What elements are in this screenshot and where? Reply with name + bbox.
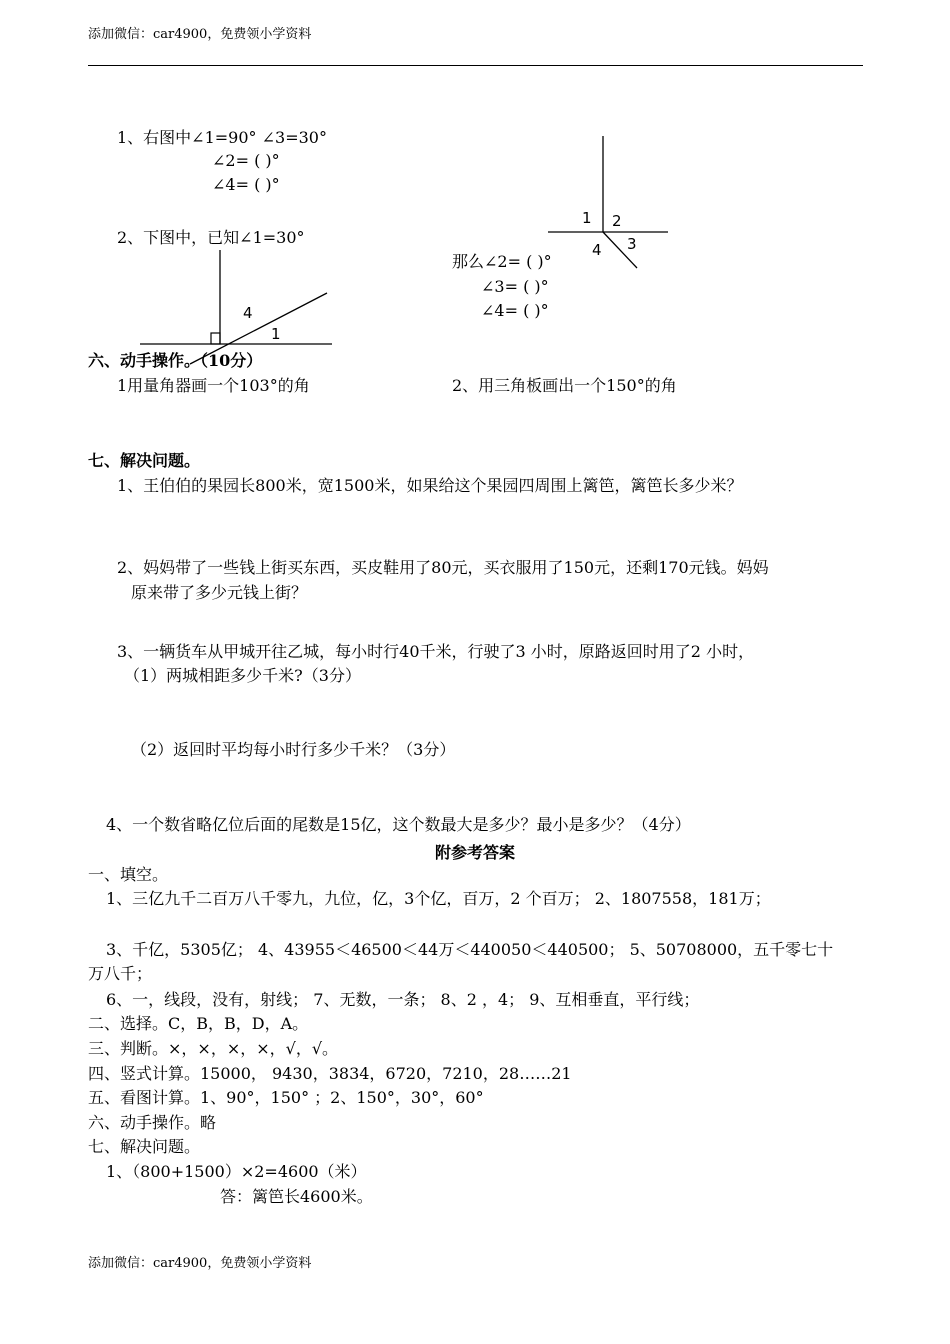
page-footer: 添加微信：car4900，免费领小学资料 (88, 1256, 312, 1271)
figure-right-label-2: 2 (612, 212, 622, 230)
angle-figure-right (540, 130, 680, 270)
q5-item1-line3: ∠4= ( )° (212, 175, 280, 194)
answers-s6: 六、动手操作。略 (88, 1113, 217, 1132)
section7-q3-line1: 3、一辆货车从甲城开往乙城，每小时行40千米，行驶了3 小时，原路返回时用了2 小时， (117, 642, 755, 661)
section6-title: 六、动手操作。（10分） (88, 351, 263, 370)
answers-s1-line1: 1、三亿九千二百万八千零九，九位，亿，3个亿，百万，2 个百万； 2、1807558，181万； (106, 889, 771, 908)
section6-item2: 2、用三角板画出一个150°的角 (452, 376, 677, 395)
answers-title: 附参考答案 (434, 843, 515, 862)
q5-item2-line3: ∠3= ( )° (481, 277, 549, 296)
answers-s7-line2: 答：篱笆长4600米。 (220, 1187, 373, 1206)
figure-left-label-1: 1 (271, 325, 281, 343)
answers-s1: 一、填空。 (88, 865, 169, 884)
answers-s1-line4: 6、一，线段，没有，射线； 7、无数，一条； 8、2 ，4； 9、互相垂直，平行线； (106, 990, 700, 1009)
page-header: 添加微信：car4900，免费领小学资料 (88, 27, 312, 42)
q5-item1-line2: ∠2= ( )° (212, 151, 280, 170)
q5-item2-line4: ∠4= ( )° (481, 301, 549, 320)
section7-title: 七、解决问题。 (88, 451, 201, 470)
angle-figure-left (120, 246, 340, 366)
section7-q3-part1: （1）两城相距多少千米?（3分） (124, 666, 361, 685)
section7-q3-part2: （2）返回时平均每小时行多少千米？（3分） (131, 740, 456, 759)
figure-right-label-4: 4 (592, 241, 602, 259)
answers-s4: 四、竖式计算。15000， 9430，3834，6720，7210，28……21 (88, 1064, 572, 1083)
answers-s7-line1: 1、（800+1500）×2=4600（米） (106, 1162, 367, 1181)
answers-s7: 七、解决问题。 (88, 1137, 201, 1156)
answers-s3: 三、判断。×，×，×，×，√，√。 (88, 1039, 339, 1058)
section6-item1: 1用量角器画一个103°的角 (117, 376, 310, 395)
section7-q2-line2: 原来带了多少元钱上街？ (131, 583, 308, 602)
q5-item2-line1: 2、下图中，已知∠1=30° (117, 228, 305, 247)
answers-s2: 二、选择。C，B，B，D，A。 (88, 1014, 309, 1033)
q5-item1-line1: 1、右图中∠1=90° ∠3=30° (117, 128, 327, 147)
section7-q2-line1: 2、妈妈带了一些钱上街买东西，买皮鞋用了80元，买衣服用了150元，还剩170元钱。妈妈 (117, 558, 769, 577)
right-angle-mark (211, 333, 220, 344)
section7-q4: 4、一个数省略亿位后面的尾数是15亿，这个数最大是多少？最小是多少？（4分） (106, 815, 691, 834)
answers-s5: 五、看图计算。1、90°，150° ；2、150°，30°，60° (88, 1088, 484, 1107)
q5-item2-line2: 那么∠2= ( )° (452, 252, 552, 271)
figure-right-label-3: 3 (627, 235, 637, 253)
figure-right-label-1: 1 (582, 209, 592, 227)
section7-q1: 1、王伯伯的果园长800米，宽1500米，如果给这个果园四周围上篱笆，篱笆长多少米？ (117, 476, 743, 495)
header-rule (88, 65, 863, 66)
figure-left-label-4: 4 (243, 304, 253, 322)
answers-s1-line3: 万八千； (88, 964, 153, 983)
answers-s1-line2: 3、千亿，5305亿； 4、43955＜46500＜44万＜440050＜440500； 5、50708000，五千零七十 (106, 940, 834, 959)
